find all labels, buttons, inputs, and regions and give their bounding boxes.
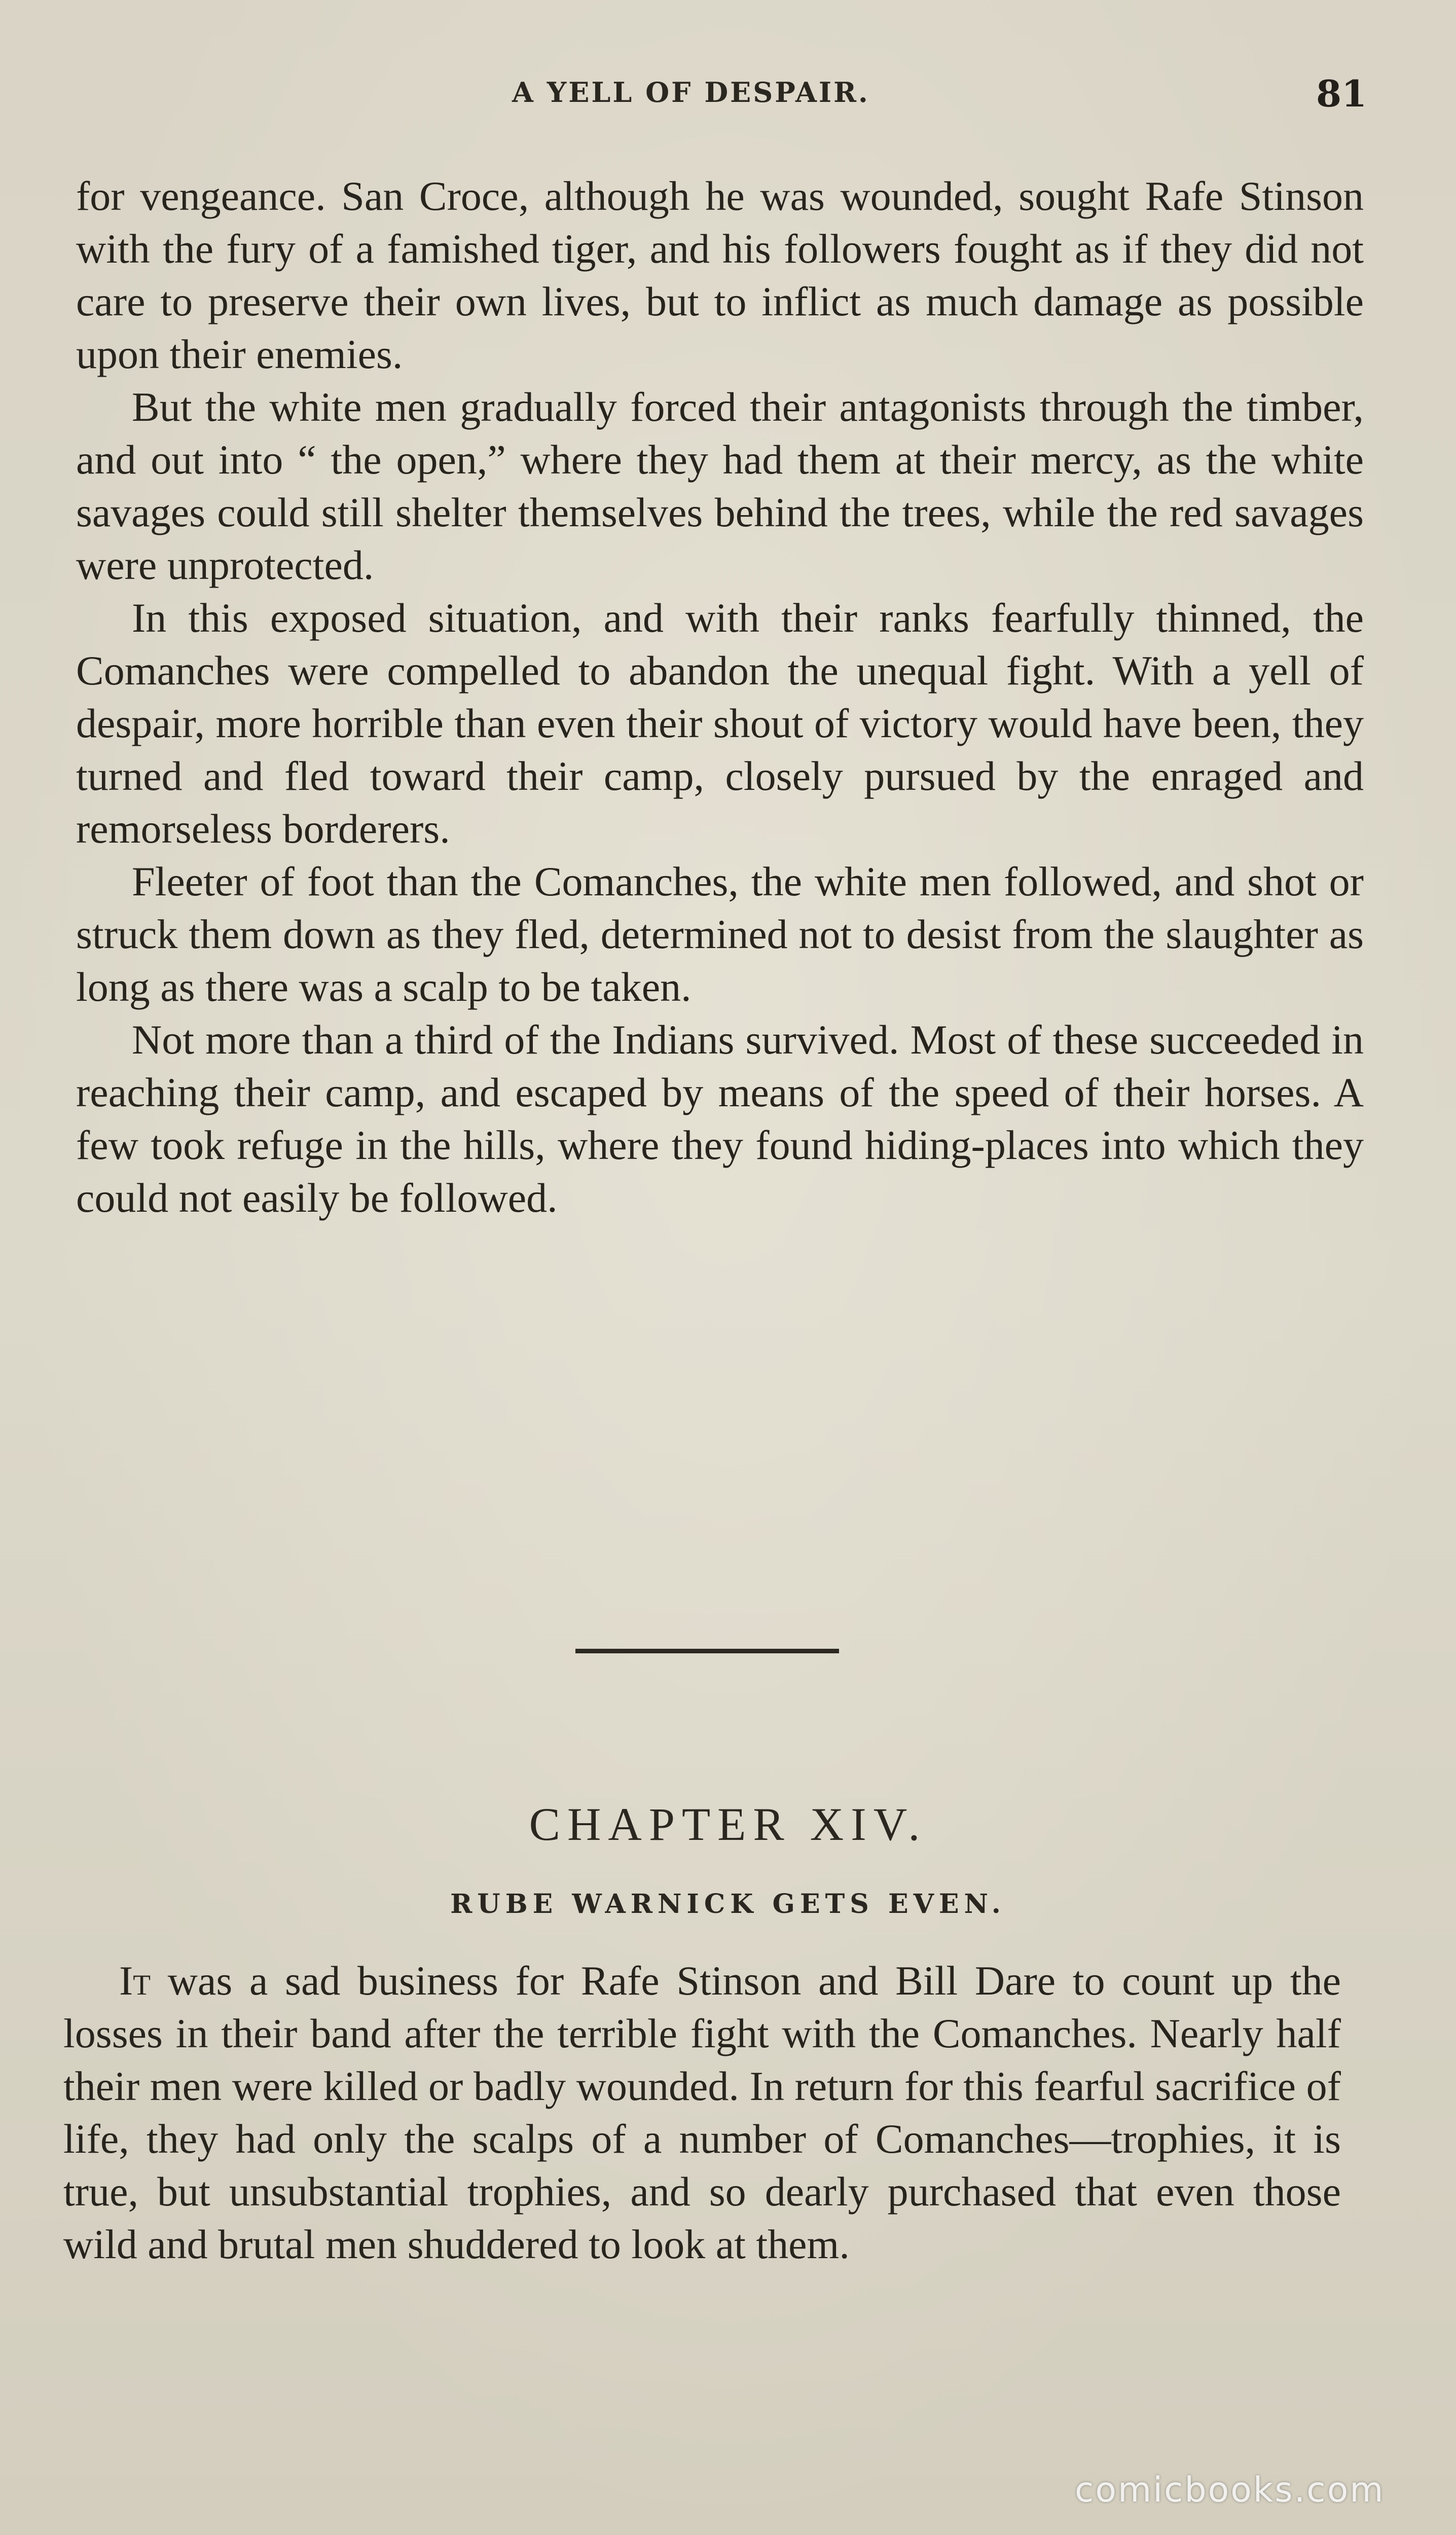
chapter-first-word: It: [119, 1958, 151, 2004]
chapter-title: CHAPTER XIV.: [529, 1798, 927, 1850]
paragraph: for vengeance. San Croce, although he was wounded, sought Rafe Stinson with the fury of a famished tiger, and his followers fought as if they did not care to preserve their own lives, but to inflict as much damage as possible upon their enemies.: [76, 173, 1364, 377]
paragraph: But the white men gradually forced their antagonists through the timber, and out into “ the open,” where they had them at their mercy, as the white savages could still shelter themselves behind the trees, while the red savages were unprotected.: [76, 384, 1364, 588]
paragraph: In this exposed situation, and with their ranks fearfully thinned, the Comanches were compelled to abandon the unequal fight. With a yell of despair, more horrible than even their shout of victory would have been, they turned and fled toward their camp, closely pursued by the enraged and remorseless borderers.: [76, 595, 1364, 852]
chapter-subtitle: RUBE WARNICK GETS EVEN.: [450, 1889, 1006, 1920]
page-number: 81: [1316, 72, 1367, 115]
watermark-text: comicbooks.com: [1075, 2470, 1385, 2510]
chapter-first-paragraph: [63, 1954, 1341, 2271]
paragraph: Fleeter of foot than the Comanches, the white men followed, and shot or struck them down as they fled, determined not to desist from the slaughter as long as there was a scalp to be taken.: [76, 858, 1364, 1010]
paragraph: Not more than a third of the Indians survived. Most of these succeeded in reaching their camp, and escaped by means of the speed of their horses. A few took refuge in the hills, where they found hiding-places into which they could not easily be followed.: [76, 1017, 1364, 1221]
chapter-opening-text: [63, 1954, 1341, 2271]
section-divider-rule: [575, 1649, 839, 1653]
text-block-before-chapter: [76, 170, 1364, 1224]
chapter-first-paragraph-text: was a sad business for Rafe Stinson and Bill Dare to count up the losses in their band after the terrible fight with the Comanches. Nearly half their men were killed or badly wounded. In return for this fearful sacrifice of life, they had only the scalps of a number of Comanches—trophies, it is true, but unsubstantial trophies, and so dearly purchased that even those wild and brutal men shuddered to look at them.: [63, 1958, 1341, 2267]
running-title: A YELL OF DESPAIR.: [512, 76, 870, 108]
